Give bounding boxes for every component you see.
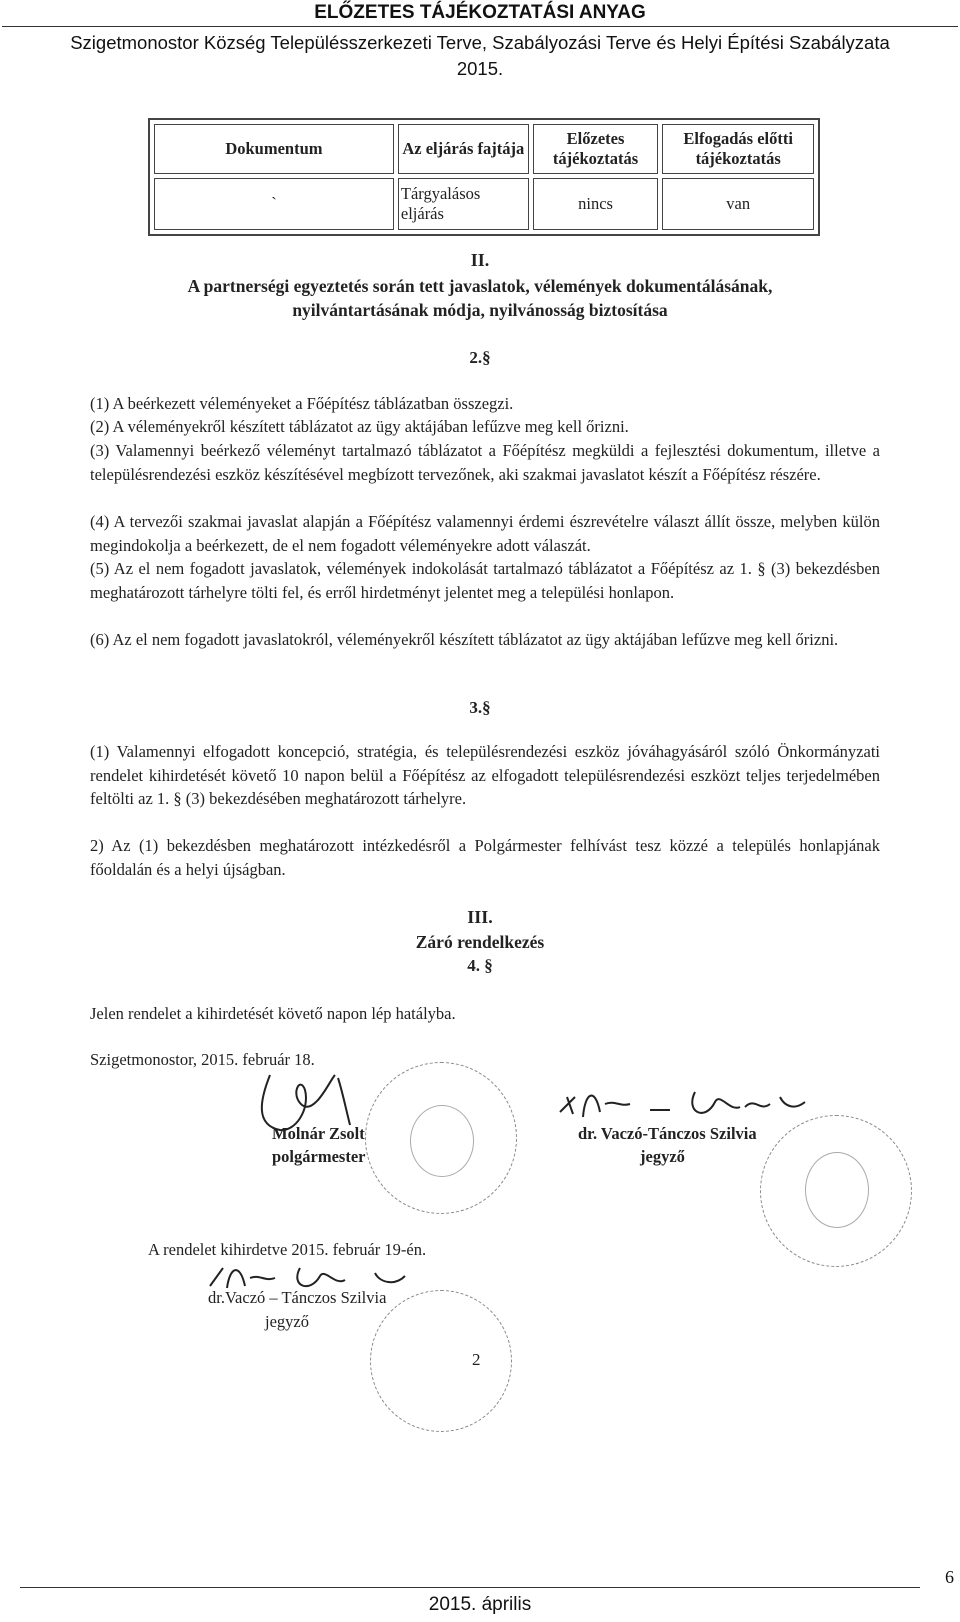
table-header-cell: Elfogadás előtti tájékoztatás [662,124,814,174]
notary2-stamp [370,1290,512,1432]
header-subtitle: Szigetmonostor Község Településszerkezeti Terve, Szabályozási Terve és Helyi Építési Szabályzata [70,32,890,53]
stamp-number: 2 [472,1350,481,1369]
paragraph: (2) A véleményekről készített táblázatot az ügy aktájában lefűzve meg kell őrizni. [90,417,629,436]
footer-date: 2015. április [428,1594,532,1615]
notary-title: jegyző [640,1147,685,1166]
effective-text: Jelen rendelet a kihirdetését követő napon lép hatályba. [90,1004,456,1023]
paragraph-sign: 4. § [467,956,493,975]
paragraph-sign: 3.§ [469,698,491,717]
page-number: 6 [945,1567,954,1587]
paragraph: (1) Valamennyi elfogadott koncepció, stratégia, és településrendezési eszköz jóváhagyásáról szóló Önkormányzati rendelet kihirdetését követő 10 napon belül a Főépítész az elfogadott településrendezési eszközt teljes terjedelmében feltölti az 1. § (3) bekezdésében meghatározott tárhelyre. [90,742,880,808]
notary2-title: jegyző [265,1312,309,1331]
table-cell: Tárgyalásos eljárás [398,178,529,230]
table-cell: nincs [533,178,659,230]
published-date: A rendelet kihirdetve 2015. február 19-én. [148,1240,427,1259]
paragraph: (4) A tervezői szakmai javaslat alapján a Főépítész valamennyi érdemi észrevételre választ állít össze, melyben külön megindokolja a beérkezett, de el nem fogadott véleményekre adott válaszát. [90,512,880,555]
table-row [154,178,814,230]
section-title: nyilvántartásának módja, nyilvánosság biztosítása [292,300,668,320]
paragraph: (3) Valamennyi beérkező véleményt tartalmazó táblázatot a Főépítész megküldi a fejlesztési dokumentum, illetve a településrendezési eszköz készítésével megbízott tervezőnek, aki szakmai javaslatot készít a Főépítész részére. [90,441,880,484]
footer-rule [20,1587,920,1588]
section-numeral: II. [470,250,490,270]
section-title: A partnerségi egyeztetés során tett javaslatok, vélemények dokumentálásának, [187,276,773,296]
notary2-name: dr.Vaczó – Tánczos Szilvia [208,1288,387,1307]
mayor-title: polgármester [272,1147,366,1166]
paragraph: (6) Az el nem fogadott javaslatokról, véleményekről készített táblázatot az ügy aktájában lefűzve meg kell őrizni. [90,630,839,649]
header-title: ELŐZETES TÁJÉKOZTATÁSI ANYAG [314,2,646,23]
paragraph-sign: 2.§ [469,348,491,367]
procedure-table [148,118,820,236]
table-header-row [154,124,814,174]
table-cell: van [662,178,814,230]
place-date: Szigetmonostor, 2015. február 18. [90,1050,315,1069]
header-year: 2015. [456,58,504,79]
mayor-name: Molnár Zsolt [272,1124,365,1143]
section-numeral: III. [467,907,493,927]
mayor-stamp-crest [410,1105,474,1177]
table-cell: ` [154,178,394,230]
table-header-cell: Előzetes tájékoztatás [533,124,659,174]
table-header-cell: Az eljárás fajtája [398,124,529,174]
paragraph: (1) A beérkezett véleményeket a Főépítész táblázatban összegzi. [90,394,514,413]
notary-name: dr. Vaczó-Tánczos Szilvia [578,1124,757,1143]
paragraph: (5) Az el nem fogadott javaslatok, vélemények indokolását tartalmazó táblázatot a Főépítész az 1. § (3) bekezdésben meghatározott tárhelyre tölti fel, és erről hirdetményt jelentet meg a települési honlapon. [90,559,880,602]
notary-stamp-crest [805,1152,869,1228]
section-title: Záró rendelkezés [415,932,545,952]
paragraph: 2) Az (1) bekezdésben meghatározott intézkedésről a Polgármester felhívást tesz közzé a település honlapjának főoldalán és a helyi újságban. [90,836,880,879]
table-header-cell: Dokumentum [154,124,394,174]
